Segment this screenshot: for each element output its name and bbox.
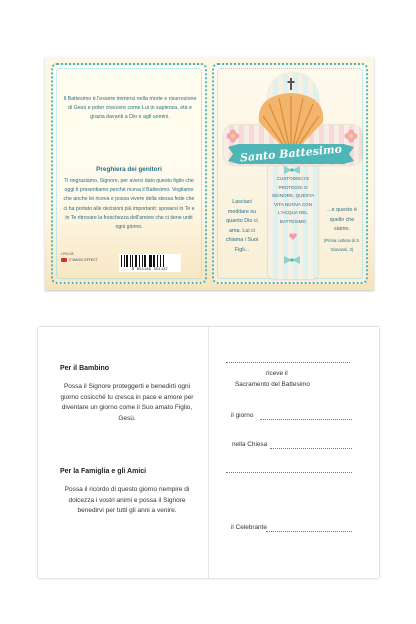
verse-citation: (Prima Lettera di S. Giovanni, 3)	[323, 238, 361, 252]
baptism-intro-text: Il Battesimo è l'essere immersi nella morte e risurrezione di Gesù e poter crescere come Lui in sapienza, età e grazia davanti a Dio e agli uomini.	[63, 96, 197, 120]
flower-icon	[226, 129, 240, 143]
ribbon-title: Santo Battesimo	[239, 142, 343, 165]
bow-icon	[282, 255, 302, 265]
left-verse-text: Lasciaci meditare su quanto Dio ci ama. Lui ci chiama i Suoi Figli...	[225, 199, 259, 253]
barcode-bar	[135, 255, 137, 267]
barcode-bar	[130, 255, 131, 267]
receives-label: riceve il	[266, 370, 288, 377]
name-line[interactable]	[226, 362, 350, 363]
right-panel	[212, 63, 368, 284]
celebrant-line[interactable]	[266, 531, 352, 532]
barcode-bar	[142, 255, 143, 267]
barcode-bar	[160, 255, 161, 267]
church-label: nella Chiesa	[232, 441, 268, 448]
day-line[interactable]	[260, 419, 352, 420]
card-front	[45, 57, 374, 290]
barcode-area	[61, 252, 189, 276]
church-line-2[interactable]	[226, 472, 352, 473]
barcode-bar	[121, 255, 122, 267]
sacrament-label: Sacramento del Battesimo	[235, 381, 310, 388]
barcode-bar	[139, 255, 140, 267]
church-line[interactable]	[270, 448, 352, 449]
barcode-bars	[121, 255, 179, 267]
cross-icon	[287, 78, 295, 90]
barcode-number: 8 054188 351137	[131, 268, 169, 272]
child-title: Per il Bambino	[60, 365, 110, 372]
brand-logo-icon	[61, 258, 67, 262]
prayer-title: Preghiera dei genitori	[96, 166, 162, 173]
barcode-bar	[163, 255, 164, 267]
parents-prayer-text: Ti ringraziamo, Signore, per averci dato questo figlio che oggi ti presentiamo perché riceva il Battesimo. Vogliamo che anche lei riceva e possa vivere della stessa fede che ci ha portato alle decisioni più importanti: sposarsi in Te e in Te ritrovare la freschezza dell'amore che ci tiene uniti ogni giorno.	[63, 178, 195, 231]
card-back	[38, 327, 379, 578]
family-title: Per la Famiglia e gli Amici	[60, 468, 147, 475]
day-label: il giorno	[231, 412, 254, 419]
barcode-bar	[144, 255, 146, 267]
brand-mark	[61, 258, 98, 262]
heart-icon	[289, 233, 297, 240]
child-blessing-text: Possa il Signore proteggerti e benedirti ogni giorno cosicché tu cresca in pace e amore per diventare un giorno come il Suo amato Figlio, Gesù.	[60, 383, 194, 422]
barcode-bar	[157, 255, 158, 267]
barcode-bar	[149, 255, 150, 267]
product-code: LP63-08	[61, 252, 74, 256]
barcode-bar	[132, 255, 133, 267]
barcode-bar	[153, 255, 155, 267]
bow-icon	[282, 165, 302, 175]
barcode-bar	[150, 255, 151, 267]
center-verse-text: CUSTODISCI E PROTEGGI O SIGNORE, QUESTA VITA NUOVA CON L'ACQUA DEL BATTESIMO	[271, 176, 315, 224]
brand-name: © MAGIC EFFECT	[69, 258, 98, 262]
right-verse-text: ...e questo è quello che siamo.	[327, 207, 357, 233]
barcode-bar	[126, 255, 128, 267]
family-blessing-text: Possa il ricordo di questo giorno riempire di dolcezza i vostri animi e possa il Signore benedirvi per tutti gli anni a venire.	[64, 486, 190, 515]
left-panel	[51, 63, 207, 284]
barcode	[119, 254, 181, 272]
barcode-bar	[124, 255, 125, 267]
fold-line	[208, 327, 209, 578]
celebrant-label: il Celebrante	[231, 524, 267, 531]
